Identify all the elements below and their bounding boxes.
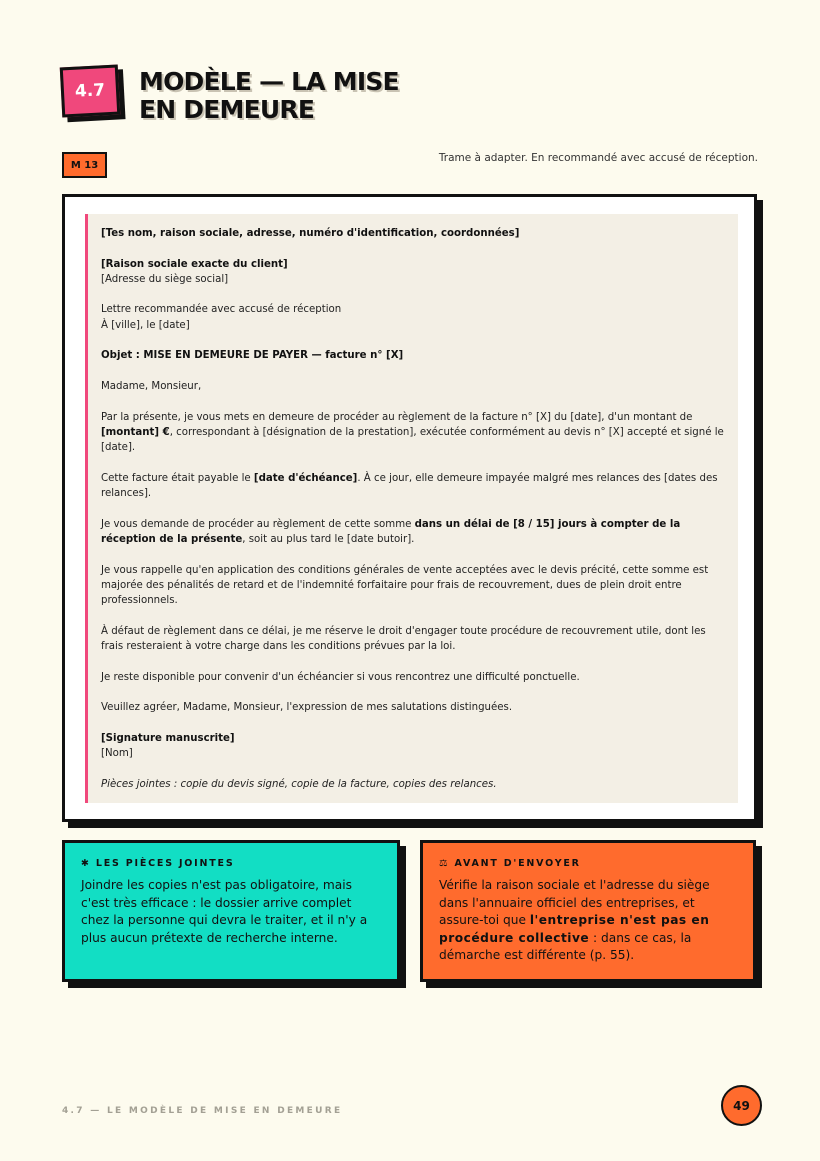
letter-body — [85, 214, 738, 803]
before-sending-title: AVANT D'ENVOYER — [454, 858, 581, 869]
before-sending-text-c: : dans ce cas, la démarche est différente (p. 55). — [439, 930, 692, 963]
delivery-block — [101, 302, 726, 333]
paragraph-3-text-c: , soit au plus tard le [date butoir]. — [242, 533, 415, 545]
client-address: [Adresse du siège social] — [101, 273, 229, 285]
paragraph-2-text-c: . À ce jour, elle demeure impayée malgré mes relances des [dates des relances]. — [101, 472, 718, 500]
due-date-placeholder: [date d'échéance] — [253, 472, 358, 484]
closing-formula: Veuillez agréer, Madame, Monsieur, l'expression de mes salutations distinguées. — [101, 702, 513, 714]
paragraph-2 — [101, 471, 726, 502]
sender-line: [Tes nom, raison sociale, adresse, numéro d'identification, coordonnées] — [101, 228, 520, 239]
paragraph-3-text-a: Je vous demande de procéder au règlement de cette somme — [101, 518, 415, 530]
page-number: 49 — [733, 1098, 750, 1113]
deadline-clause: dans un délai de [8 / 15] jours à compter de la réception de la présente — [101, 518, 681, 545]
before-sending-card — [420, 840, 756, 982]
recipient-block — [101, 257, 726, 288]
before-sending-heading — [439, 858, 737, 869]
paragraph-2-text-a: Cette facture était payable le — [101, 472, 254, 484]
salutation: Madame, Monsieur, — [101, 380, 202, 392]
page-title — [139, 68, 399, 124]
asterisk-icon: ✱ — [81, 858, 91, 869]
scales-icon: ⚖ — [439, 858, 450, 869]
page-title-line-1: MODÈLE — LA MISE — [139, 67, 399, 96]
paragraph-6: Je reste disponible pour convenir d'un échéancier si vous rencontrez une difficulté ponctuelle. — [101, 671, 580, 683]
delivery-mode: Lettre recommandée avec accusé de réception — [101, 304, 342, 316]
attachments-tip-title: LES PIÈCES JOINTES — [95, 858, 235, 869]
section-number: 4.7 — [74, 80, 106, 102]
place-date: À [ville], le [date] — [101, 319, 190, 331]
paragraph-1 — [101, 410, 726, 456]
paragraph-1-text-a: Par la présente, je vous mets en demeure de procéder au règlement de la facture n° [X] du [date], d'un montant de — [101, 411, 693, 423]
before-sending-text-a: Vérifie la raison sociale et l'adresse du siège dans l'annuaire officiel des entreprises, et assure-toi que — [439, 878, 710, 928]
model-tag-label: M 13 — [70, 159, 99, 171]
footer-section-label: 4.7 — LE MODÈLE DE MISE EN DEMEURE — [62, 1106, 343, 1116]
attachments-tip-text: Joindre les copies n'est pas obligatoire, mais c'est très efficace : le dossier arrive complet chez la personne qui devra le traiter, et il n'y a plus aucun prétexte de recherche interne. — [81, 878, 368, 945]
signature-block — [101, 731, 726, 762]
section-number-badge — [60, 65, 121, 118]
amount-placeholder: [montant] € — [101, 426, 170, 438]
subject-block — [101, 348, 726, 363]
paragraph-4: Je vous rappelle qu'en application des conditions générales de vente acceptées avec le devis précité, cette somme est majorée des pénalités de retard et de l'indemnité forfaitaire pour frais de recouvrement, dues de plein droit entre professionnels. — [101, 564, 709, 607]
attachments-tip-heading — [81, 858, 381, 869]
collective-procedure-warning: l'entreprise n'est pas en procédure collective — [439, 913, 710, 945]
page-number-badge — [721, 1085, 762, 1126]
sender-block — [101, 226, 726, 241]
paragraph-3 — [101, 517, 726, 548]
paragraph-1-text-c: , correspondant à [désignation de la prestation], exécutée conformément au devis n° [X] accepté et signé le [date]. — [101, 426, 724, 454]
letter-template-card — [62, 194, 757, 822]
model-tag — [62, 152, 107, 178]
signature-placeholder: [Signature manuscrite] — [101, 732, 235, 744]
client-name: [Raison sociale exacte du client] — [101, 258, 288, 270]
page-title-line-2: EN DEMEURE — [139, 95, 315, 124]
name-placeholder: [Nom] — [101, 748, 133, 760]
paragraph-5: À défaut de règlement dans ce délai, je me réserve le droit d'engager toute procédure de recouvrement utile, dont les frais resteraient à votre charge dans les conditions prévues par la loi. — [101, 625, 706, 653]
intro-note: Trame à adapter. En recommandé avec accusé de réception. — [438, 152, 758, 164]
attachments-tip-card — [62, 840, 400, 982]
before-sending-text — [439, 877, 737, 965]
attachments-line: Pièces jointes : copie du devis signé, copie de la facture, copies des relances. — [101, 778, 497, 790]
subject-line: Objet : MISE EN DEMEURE DE PAYER — facture n° [X] — [101, 350, 404, 362]
